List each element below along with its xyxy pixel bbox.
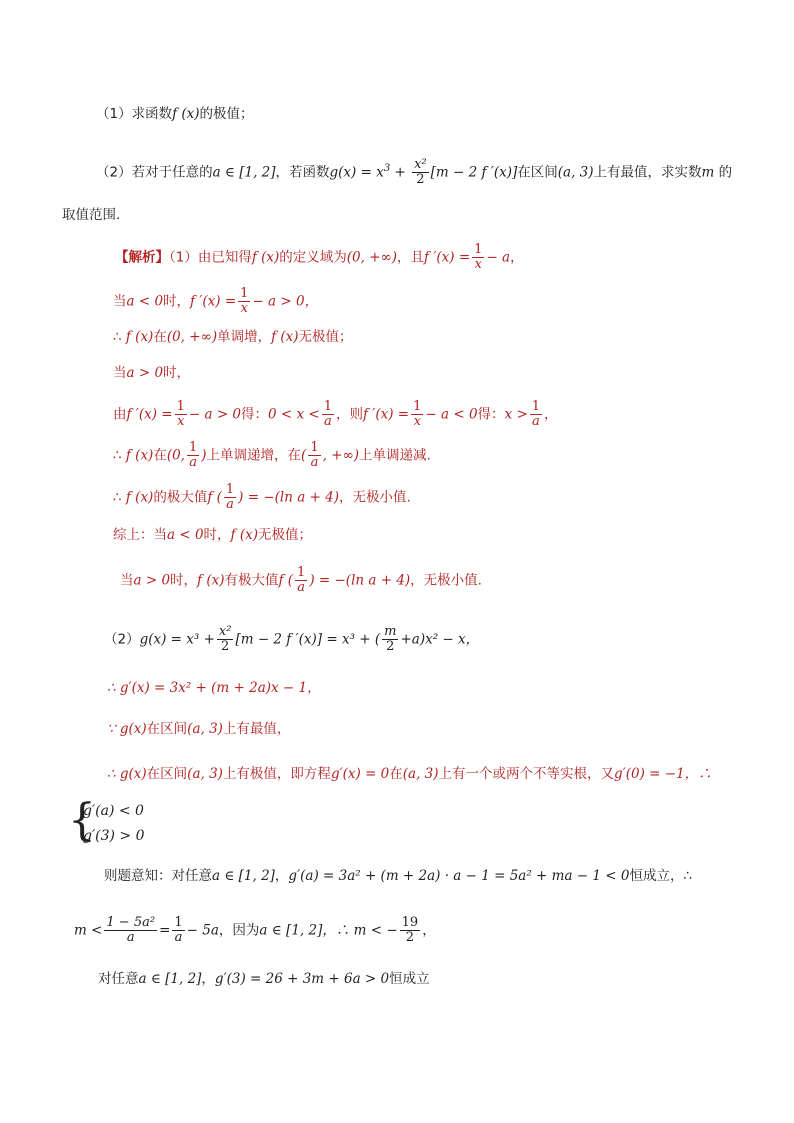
system-brace: { [68,795,96,846]
solution-line-6: ∴ f (x)在(0, $\frac{1}{a}$ )上单调递增，在( $\frac{1}{a}$ , +∞)上单调递减. [113,440,431,470]
solution-2-line-2: ∴ g′(x) = 3x² + (m + 2a)x − 1， [107,680,321,696]
solution-line-5: 由f ′(x) = $\frac{1}{x}$ − a > 0得：0 < x < $\frac{1}{a}$ ，则f ′(x) = $\frac{1}{x}$ − a < 0得：x > $\frac{1}{a}$ ， [113,399,558,429]
question-2-cont: 取值范围. [62,207,121,223]
solution-line-9: 当a > 0时，f (x)有极大值f ( $\frac{1}{a}$ ) = −(ln a + 4)，无极小值. [120,565,482,595]
solution-line-4: 当a > 0时， [113,365,191,381]
solution-2-line-7: 对任意a ∈ [1, 2]，g′(3) = 26 + 3m + 6a > 0恒成立 [98,971,430,987]
solution-2-line-1: （2）g(x) = x³ + $\frac{\text{x²}}{2}$ [m − 2 f ′(x)] = x³ + ( $\frac{m}{2}$ +a)x² − x， [104,624,480,654]
solution-line-7: ∴ f (x)的极大值f ( $\frac{1}{a}$ ) = −(ln a + 4)，无极小值. [113,482,411,512]
system-line-1: g′(a) < 0 [83,803,144,819]
solution-line-3: ∴ f (x)在(0, +∞)单调增，f (x)无极值； [113,329,353,345]
solution-2-line-6: m < $\frac{\text{1 − 5a²}}{a}$ = $\frac{1}{a}$ − 5a，因为a ∈ [1, 2]，∴ m < − $\frac{19}{2}$ ， [74,915,436,945]
solution-2-line-3: ∵ g(x)在区间(a, 3)上有最值， [107,721,291,737]
solution-2-line-5: 则题意知：对任意a ∈ [1, 2]，g′(a) = 3a² + (m + 2a) · a − 1 = 5a² + ma − 1 < 0恒成立，∴ [104,868,693,884]
solution-2-line-4: ∴ g(x)在区间(a, 3)上有极值，即方程g′(x) = 0在(a, 3)上有一个或两个不等实根，又g′(0) = −1，∴ [107,766,712,782]
question-1: （1）求函数f (x)的极值； [96,106,254,122]
solution-line-2: 当a < 0时，f ′(x) = $\frac{1}{x}$ − a > 0， [113,286,319,316]
solution-line-8: 综上：当a < 0时，f (x)无极值； [113,527,312,543]
question-2: （2）若对于任意的a ∈ [1, 2]，若函数$g(x) = x^3$ + $\frac{\text{x²}}{2}$ [m − 2 f ′(x)]在区间(a, 3)上有最值，求实数m 的 [96,157,733,187]
solution-line-1: 【解析】（1）由已知得f (x)的定义域为(0, +∞)，且f ′(x) = $\frac{1}{x}$ − a， [115,242,524,272]
system-line-2: g′(3) > 0 [83,828,145,844]
